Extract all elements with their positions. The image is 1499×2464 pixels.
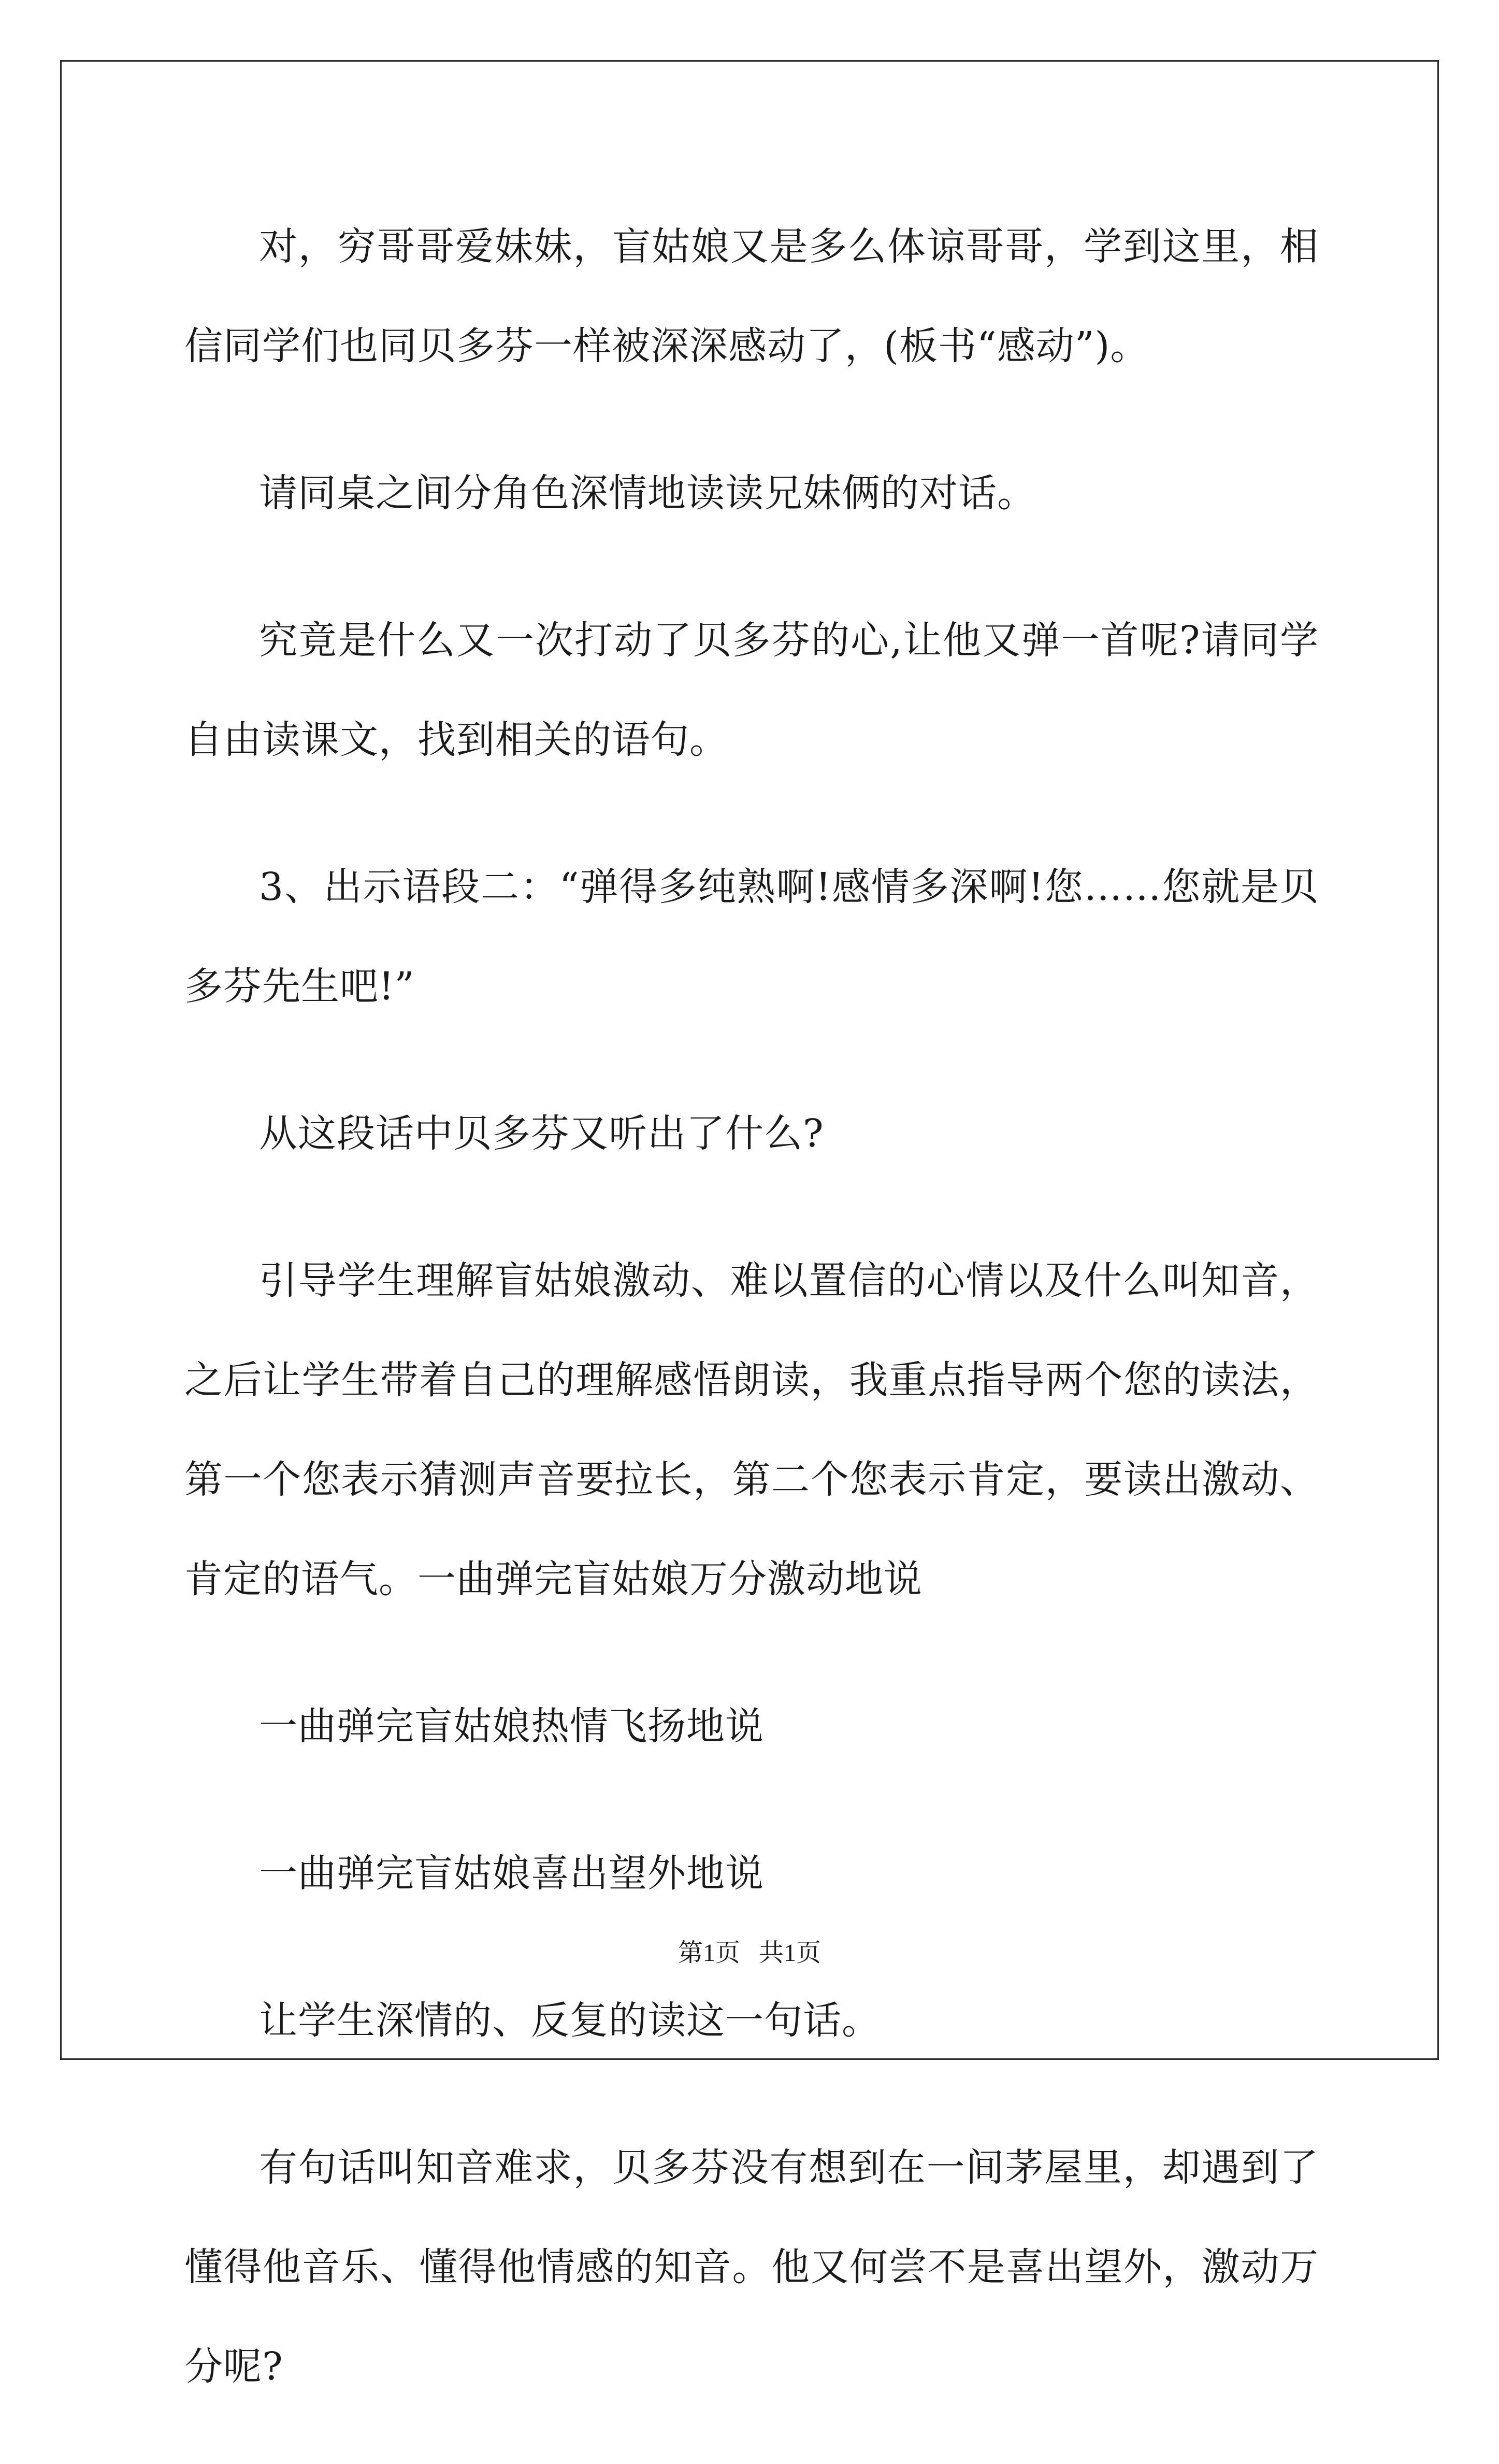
- paragraph-2: 请同桌之间分角色深情地读读兄妹俩的对话。: [259, 471, 1036, 515]
- paragraph-1: 对，穷哥哥爱妹妹，盲姑娘又是多么体谅哥哥，学到这里，相信同学们也同贝多芬一样被深深感动了，(板书“感动”)。: [184, 224, 1319, 368]
- paragraph-7: 一曲弹完盲姑娘热情飞扬地说: [259, 1704, 764, 1749]
- page-total: 共1页: [759, 1939, 821, 1967]
- paragraph-8: 一曲弹完盲姑娘喜出望外地说: [259, 1851, 764, 1896]
- page-footer: [0, 1932, 1499, 1968]
- page-number: 第1页: [678, 1939, 740, 1967]
- paragraph-6: 引导学生理解盲姑娘激动、难以置信的心情以及什么叫知音，之后让学生带着自己的理解感悟朗读，我重点指导两个您的读法，第一个您表示猜测声音要拉长，第二个您表示肯定，要读出激动、肯定的语气。一曲弹完盲姑娘万分激动地说: [184, 1258, 1319, 1601]
- paragraph-10: 有句话叫知音难求，贝多芬没有想到在一间茅屋里，却遇到了懂得他音乐、懂得他情感的知音。他又何尝不是喜出望外，激动万分呢?: [184, 2145, 1319, 2389]
- paragraph-5: 从这段话中贝多芬又听出了什么?: [259, 1111, 824, 1156]
- paragraph-9: 让学生深情的、反复的读这一句话。: [259, 1998, 881, 2043]
- paragraph-3: 究竟是什么又一次打动了贝多芬的心,让他又弹一首呢?请同学自由读课文，找到相关的语句。: [184, 618, 1319, 762]
- paragraph-4: 3、出示语段二：“弹得多纯熟啊!感情多深啊!您……您就是贝多芬先生吧!”: [184, 865, 1319, 1009]
- document-body: [184, 197, 1319, 2464]
